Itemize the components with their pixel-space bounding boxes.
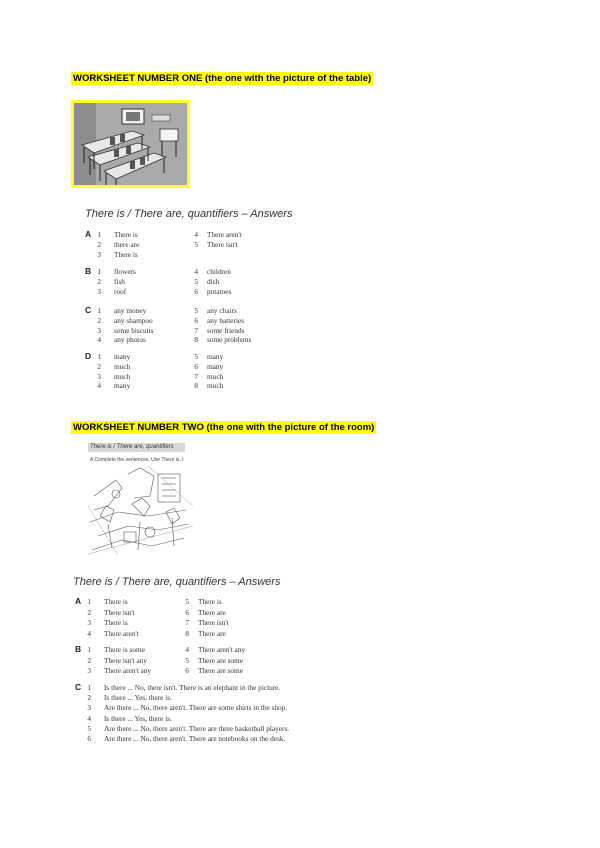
- answer-number: 6: [194, 315, 198, 325]
- answer-number: 7: [194, 371, 198, 381]
- worksheet-one-heading: WORKSHEET NUMBER ONE (the one with the picture of the table): [73, 73, 372, 84]
- section-letter-b: B: [75, 644, 82, 654]
- exercise-instruction: A Complete the sentences. Use There is, t: [90, 457, 184, 463]
- answer-text: There is some: [104, 645, 145, 654]
- answer-number: 2: [87, 607, 91, 617]
- answer-number: 5: [194, 352, 198, 361]
- answer-text: some problems: [207, 335, 252, 345]
- answer-number: 3: [87, 703, 91, 713]
- answer-number: 3: [87, 618, 91, 627]
- answer-text: Is there ... Yes, there is.: [104, 693, 172, 703]
- answer-number: 4: [87, 713, 91, 723]
- answer-text: There is: [114, 230, 138, 239]
- answer-text: much: [207, 381, 224, 391]
- answer-number: 8: [194, 335, 198, 345]
- answer-text: much: [207, 371, 224, 381]
- answer-text: some biscuits: [114, 325, 154, 335]
- answer-number: 2: [87, 655, 91, 665]
- answer-text: dish: [207, 276, 220, 286]
- answer-number: 3: [97, 325, 101, 335]
- worksheet-two-heading: WORKSHEET NUMBER TWO (the one with the picture of the room): [73, 422, 375, 433]
- answer-text: There aren't: [207, 230, 242, 239]
- answer-text: There are some: [198, 666, 243, 675]
- room-sketch-picture: [88, 466, 193, 555]
- answer-text: children: [207, 267, 231, 276]
- answer-text: much: [114, 361, 131, 371]
- answer-text: There are: [198, 628, 226, 638]
- answer-number: 1: [87, 683, 91, 692]
- answer-number: 8: [185, 628, 189, 638]
- answer-number: 2: [87, 693, 91, 703]
- answer-text: many: [207, 352, 224, 361]
- answer-number: 2: [97, 276, 101, 286]
- answer-text: There aren't any: [198, 645, 246, 654]
- answer-number: 6: [185, 666, 189, 675]
- answer-number: 6: [194, 286, 198, 296]
- section-letter-a: A: [75, 596, 82, 606]
- answer-number: 1: [97, 352, 101, 361]
- answer-number: 7: [185, 618, 189, 627]
- answer-number: 1: [97, 306, 101, 315]
- answer-number: 4: [97, 381, 101, 391]
- answer-number: 1: [97, 230, 101, 239]
- answer-number: 8: [194, 381, 198, 391]
- section-letter-c: C: [75, 682, 82, 692]
- answer-text: There aren't: [104, 628, 139, 638]
- answer-number: 3: [87, 666, 91, 675]
- answer-number: 2: [97, 361, 101, 371]
- answer-number: 2: [97, 315, 101, 325]
- answer-number: 4: [97, 335, 101, 345]
- answer-text: There isn't: [198, 618, 229, 627]
- answer-number: 6: [185, 607, 189, 617]
- answer-text: many: [114, 381, 131, 391]
- answer-text: any shampoo: [114, 315, 153, 325]
- exercise-header: There is / There are, quantifiers: [88, 443, 185, 452]
- answer-number: 6: [87, 734, 91, 743]
- answer-number: 5: [194, 239, 198, 249]
- section-letter-d: D: [85, 351, 92, 361]
- answer-number: 5: [194, 306, 198, 315]
- answer-number: 5: [185, 655, 189, 665]
- answer-text: flowers: [114, 267, 136, 276]
- answer-text: any chairs: [207, 306, 237, 315]
- answer-text: potatoes: [207, 286, 232, 296]
- section-letter-b: B: [85, 266, 92, 276]
- answer-number: 4: [185, 645, 189, 654]
- answer-number: 4: [194, 267, 198, 276]
- answer-text: Are there ... No, there aren't. There are notebooks on the desk.: [104, 734, 286, 743]
- answer-text: Is there ... Yes, there is.: [104, 713, 172, 723]
- answer-text: There aren't any: [104, 666, 152, 675]
- answer-text: fish: [114, 276, 125, 286]
- answer-text: much: [114, 371, 131, 381]
- answer-text: any batteries: [207, 315, 245, 325]
- answer-number: 1: [87, 597, 91, 606]
- section-letter-a: A: [85, 229, 92, 239]
- answer-text: there are: [114, 239, 140, 249]
- answer-number: 5: [87, 723, 91, 733]
- answer-text: There are: [198, 607, 226, 617]
- answer-text: There isn't: [104, 607, 135, 617]
- answer-text: Is there ... No, there isn't. There is an elephant in the picture.: [104, 683, 281, 692]
- answer-number: 4: [194, 230, 198, 239]
- answer-text: There is: [114, 249, 138, 259]
- answer-text: some friends: [207, 325, 245, 335]
- answer-number: 5: [185, 597, 189, 606]
- answer-text: roof: [114, 286, 127, 296]
- answer-number: 3: [97, 371, 101, 381]
- answer-text: Are there ... No, there aren't. There are some shirts in the shop.: [104, 703, 288, 713]
- answer-number: 4: [87, 628, 91, 638]
- answer-number: 1: [97, 267, 101, 276]
- answer-text: There isn't: [207, 239, 238, 249]
- answer-number: 7: [194, 325, 198, 335]
- answer-text: There is: [104, 618, 128, 627]
- answer-number: 3: [97, 249, 101, 259]
- answer-text: There are some: [198, 655, 243, 665]
- section-letter-c: C: [85, 305, 92, 315]
- answer-text: many: [207, 361, 224, 371]
- answer-text: There isn't any: [104, 655, 148, 665]
- answer-text: any photos: [114, 335, 146, 345]
- answer-text: There is: [104, 597, 128, 606]
- answer-number: 5: [194, 276, 198, 286]
- answer-text: There is: [198, 597, 222, 606]
- answer-number: 2: [97, 239, 101, 249]
- answer-text: any money: [114, 306, 147, 315]
- answer-text: Are there ... No, there aren't. There are three basketball players.: [104, 723, 290, 733]
- answer-number: 3: [97, 286, 101, 296]
- ws2-answers-title: There is / There are, quantifiers – Answers: [73, 576, 281, 588]
- answer-text: many: [114, 352, 131, 361]
- answer-number: 1: [87, 645, 91, 654]
- classroom-table-picture: [71, 100, 190, 188]
- answer-number: 6: [194, 361, 198, 371]
- ws1-answers-title: There is / There are, quantifiers – Answers: [85, 208, 293, 220]
